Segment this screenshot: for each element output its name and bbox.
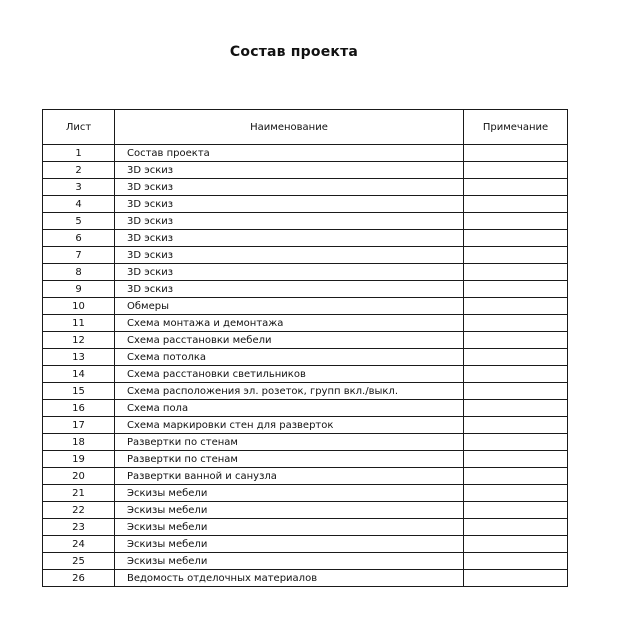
sheet-number-cell: 5 (43, 213, 115, 230)
sheet-number-cell: 24 (43, 536, 115, 553)
sheet-note-cell (464, 247, 568, 264)
sheet-note-cell (464, 502, 568, 519)
sheet-number-cell: 16 (43, 400, 115, 417)
table-row (43, 298, 568, 315)
table-row (43, 315, 568, 332)
table-row (43, 196, 568, 213)
sheet-name-cell: Состав проекта (115, 145, 464, 162)
sheet-number-cell: 12 (43, 332, 115, 349)
sheet-name-cell: 3D эскиз (115, 230, 464, 247)
sheet-note-cell (464, 315, 568, 332)
sheet-number-cell: 10 (43, 298, 115, 315)
sheet-number-cell: 9 (43, 281, 115, 298)
header-sheet: Лист (43, 110, 115, 145)
table-row (43, 519, 568, 536)
table-row (43, 366, 568, 383)
sheet-name-cell: Эскизы мебели (115, 536, 464, 553)
sheet-note-cell (464, 332, 568, 349)
table-row (43, 536, 568, 553)
sheet-number-cell: 14 (43, 366, 115, 383)
sheet-number-cell: 18 (43, 434, 115, 451)
sheet-note-cell (464, 451, 568, 468)
sheet-name-cell: Схема расстановки мебели (115, 332, 464, 349)
sheet-number-cell: 6 (43, 230, 115, 247)
sheet-note-cell (464, 196, 568, 213)
sheet-note-cell (464, 434, 568, 451)
project-contents-table (42, 109, 568, 587)
sheet-name-cell: 3D эскиз (115, 196, 464, 213)
sheet-name-cell: 3D эскиз (115, 162, 464, 179)
sheet-name-cell: Развертки ванной и санузла (115, 468, 464, 485)
sheet-note-cell (464, 553, 568, 570)
sheet-note-cell (464, 264, 568, 281)
table-row (43, 230, 568, 247)
sheet-name-cell: 3D эскиз (115, 264, 464, 281)
table-row (43, 570, 568, 587)
sheet-number-cell: 11 (43, 315, 115, 332)
sheet-note-cell (464, 230, 568, 247)
table-row (43, 162, 568, 179)
sheet-number-cell: 1 (43, 145, 115, 162)
sheet-name-cell: Схема пола (115, 400, 464, 417)
sheet-note-cell (464, 162, 568, 179)
sheet-note-cell (464, 349, 568, 366)
sheet-note-cell (464, 145, 568, 162)
table-row (43, 213, 568, 230)
sheet-number-cell: 23 (43, 519, 115, 536)
sheet-name-cell: Эскизы мебели (115, 485, 464, 502)
table-row (43, 247, 568, 264)
sheet-note-cell (464, 570, 568, 587)
sheet-number-cell: 15 (43, 383, 115, 400)
sheet-name-cell: Ведомость отделочных материалов (115, 570, 464, 587)
sheet-note-cell (464, 366, 568, 383)
sheet-name-cell: Эскизы мебели (115, 553, 464, 570)
sheet-name-cell: Схема расстановки светильников (115, 366, 464, 383)
table-row (43, 434, 568, 451)
table-body (43, 145, 568, 587)
table-row (43, 145, 568, 162)
sheet-note-cell (464, 383, 568, 400)
sheet-name-cell: Развертки по стенам (115, 451, 464, 468)
header-name: Наименование (115, 110, 464, 145)
sheet-number-cell: 3 (43, 179, 115, 196)
sheet-number-cell: 8 (43, 264, 115, 281)
sheet-number-cell: 20 (43, 468, 115, 485)
sheet-number-cell: 19 (43, 451, 115, 468)
table-row (43, 502, 568, 519)
sheet-number-cell: 17 (43, 417, 115, 434)
table-row (43, 417, 568, 434)
table-row (43, 383, 568, 400)
sheet-note-cell (464, 281, 568, 298)
sheet-name-cell: Схема монтажа и демонтажа (115, 315, 464, 332)
sheet-number-cell: 22 (43, 502, 115, 519)
table-row (43, 451, 568, 468)
sheet-note-cell (464, 536, 568, 553)
sheet-name-cell: Схема потолка (115, 349, 464, 366)
sheet-name-cell: 3D эскиз (115, 247, 464, 264)
sheet-note-cell (464, 417, 568, 434)
sheet-name-cell: Развертки по стенам (115, 434, 464, 451)
sheet-number-cell: 4 (43, 196, 115, 213)
sheet-number-cell: 7 (43, 247, 115, 264)
table-row (43, 264, 568, 281)
sheet-note-cell (464, 213, 568, 230)
table-row (43, 485, 568, 502)
sheet-note-cell (464, 298, 568, 315)
sheet-name-cell: Эскизы мебели (115, 519, 464, 536)
page-title: Состав проекта (229, 44, 359, 60)
sheet-note-cell (464, 519, 568, 536)
sheet-number-cell: 26 (43, 570, 115, 587)
sheet-number-cell: 25 (43, 553, 115, 570)
header-note: Примечание (464, 110, 568, 145)
sheet-note-cell (464, 468, 568, 485)
sheet-name-cell: 3D эскиз (115, 179, 464, 196)
sheet-name-cell: Обмеры (115, 298, 464, 315)
sheet-note-cell (464, 485, 568, 502)
sheet-name-cell: Схема маркировки стен для разверток (115, 417, 464, 434)
sheet-name-cell: Схема расположения эл. розеток, групп вкл./выкл. (115, 383, 464, 400)
sheet-number-cell: 2 (43, 162, 115, 179)
header-row (43, 110, 568, 145)
table-row (43, 400, 568, 417)
sheet-note-cell (464, 179, 568, 196)
table-row (43, 281, 568, 298)
table-row (43, 468, 568, 485)
table-row (43, 179, 568, 196)
sheet-note-cell (464, 400, 568, 417)
sheet-number-cell: 21 (43, 485, 115, 502)
sheet-number-cell: 13 (43, 349, 115, 366)
sheet-name-cell: Эскизы мебели (115, 502, 464, 519)
table-row (43, 349, 568, 366)
sheet-name-cell: 3D эскиз (115, 281, 464, 298)
table-row (43, 332, 568, 349)
sheet-name-cell: 3D эскиз (115, 213, 464, 230)
table-row (43, 553, 568, 570)
